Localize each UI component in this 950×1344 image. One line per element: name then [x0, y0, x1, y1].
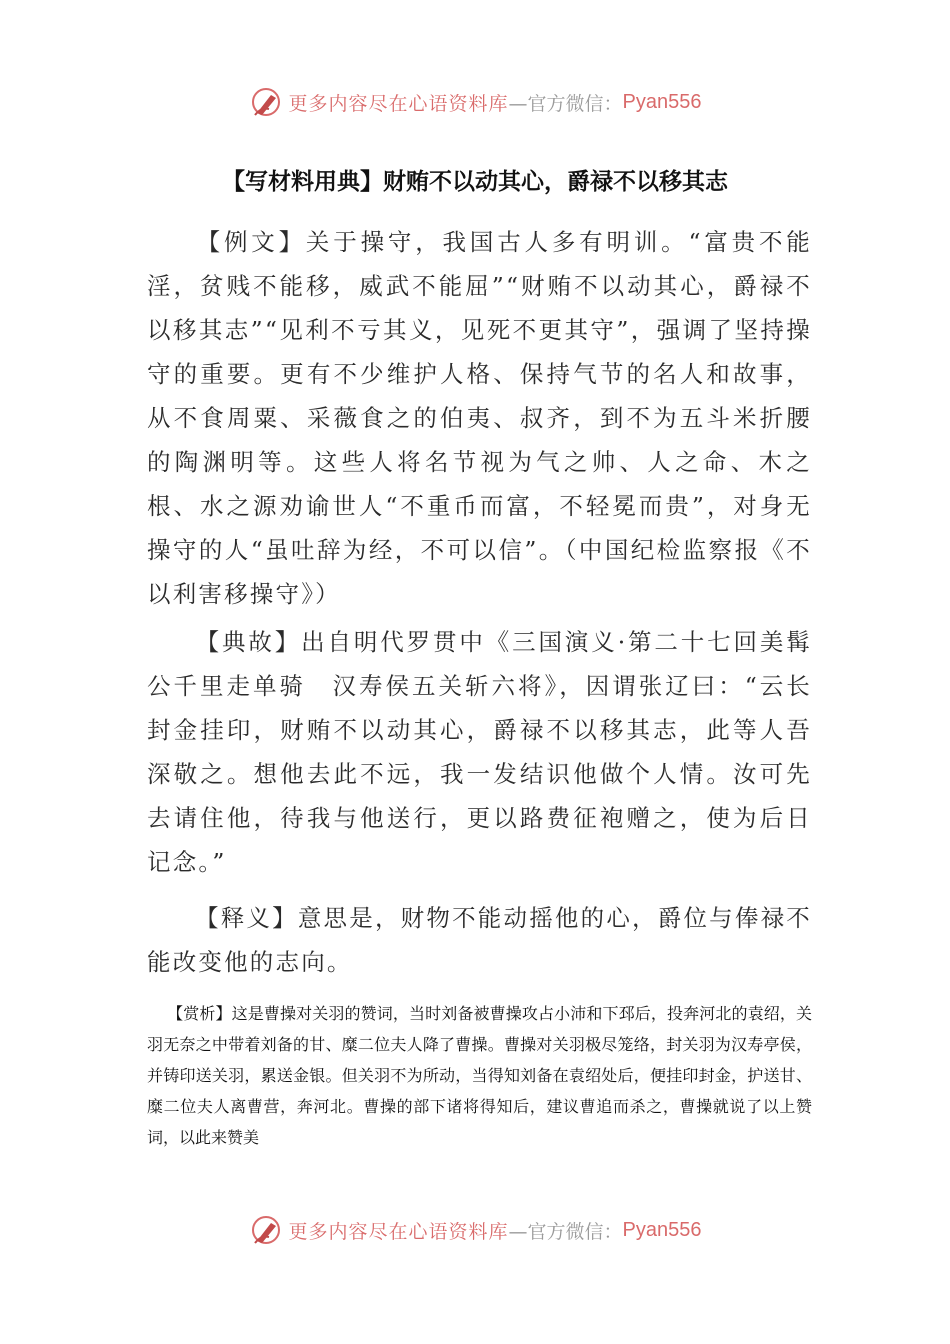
banner-wechat-id: Pyan556: [622, 90, 702, 113]
banner-wechat-id: Pyan556: [622, 1218, 702, 1241]
analysis-paragraph: [147, 998, 812, 1153]
example-paragraph: [147, 220, 812, 616]
meaning-paragraph: [147, 896, 812, 984]
allusion-paragraph: [147, 620, 812, 884]
pen-nib-logo-icon: [249, 1213, 283, 1247]
example-text: 【例文】关于操守，我国古人多有明训。“富贵不能淫，贫贱不能移，威武不能屈”“财贿不以动其心，爵禄不以移其志”“见利不亏其义，见死不更其守”，强调了坚持操守的重要。更有不少维护人格、保持气节的名人和故事，从不食周粟、采薇食之的伯夷、叔齐，到不为五斗米折腰的陶渊明等。这些人将名节视为气之帅、人之命、木之根、水之源劝谕世人“不重币而富，不轻冕而贵”，对身无操守的人“虽吐辞为经，不可以信”。（中国纪检监察报《不以利害移操守》）: [147, 228, 812, 608]
document-title: 【写材料用典】财贿不以动其心，爵禄不以移其志: [222, 169, 728, 195]
banner-text: 更多内容尽在心语资料库: [288, 92, 509, 115]
banner-separator: —官方微信：: [508, 92, 623, 115]
allusion-text: 【典故】出自明代罗贯中《三国演义·第二十七回美髯公千里走单骑 汉寿侯五关斩六将》，因谓张辽曰：“云长封金挂印，财贿不以动其心，爵禄不以移其志，此等人吾深敬之。想他去此不远，我一发结识他做个人情。汝可先去请住他，待我与他送行，更以路费征袍赠之，使为后日记念。”: [147, 628, 812, 876]
meaning-text: 【释义】意思是，财物不能动摇他的心，爵位与俸禄不能改变他的志向。: [147, 904, 812, 976]
banner-text: 更多内容尽在心语资料库: [288, 1220, 509, 1243]
analysis-text: 【赏析】这是曹操对关羽的赞词，当时刘备被曹操攻占小沛和下邳后，投奔河北的袁绍，关羽无奈之中带着刘备的甘、糜二位夫人降了曹操。曹操对关羽极尽笼络，封关羽为汉寿亭侯，并铸印送关羽，累送金银。但关羽不为所动，当得知刘备在袁绍处后，便挂印封金，护送甘、糜二位夫人离曹营，奔河北。曹操的部下诸将得知后，建议曹追而杀之，曹操就说了以上赞词，以此来赞美: [147, 1004, 812, 1147]
banner-separator: —官方微信：: [508, 1220, 623, 1243]
header-banner: [0, 82, 950, 122]
footer-banner: [0, 1210, 950, 1250]
pen-nib-logo-icon: [249, 85, 283, 119]
